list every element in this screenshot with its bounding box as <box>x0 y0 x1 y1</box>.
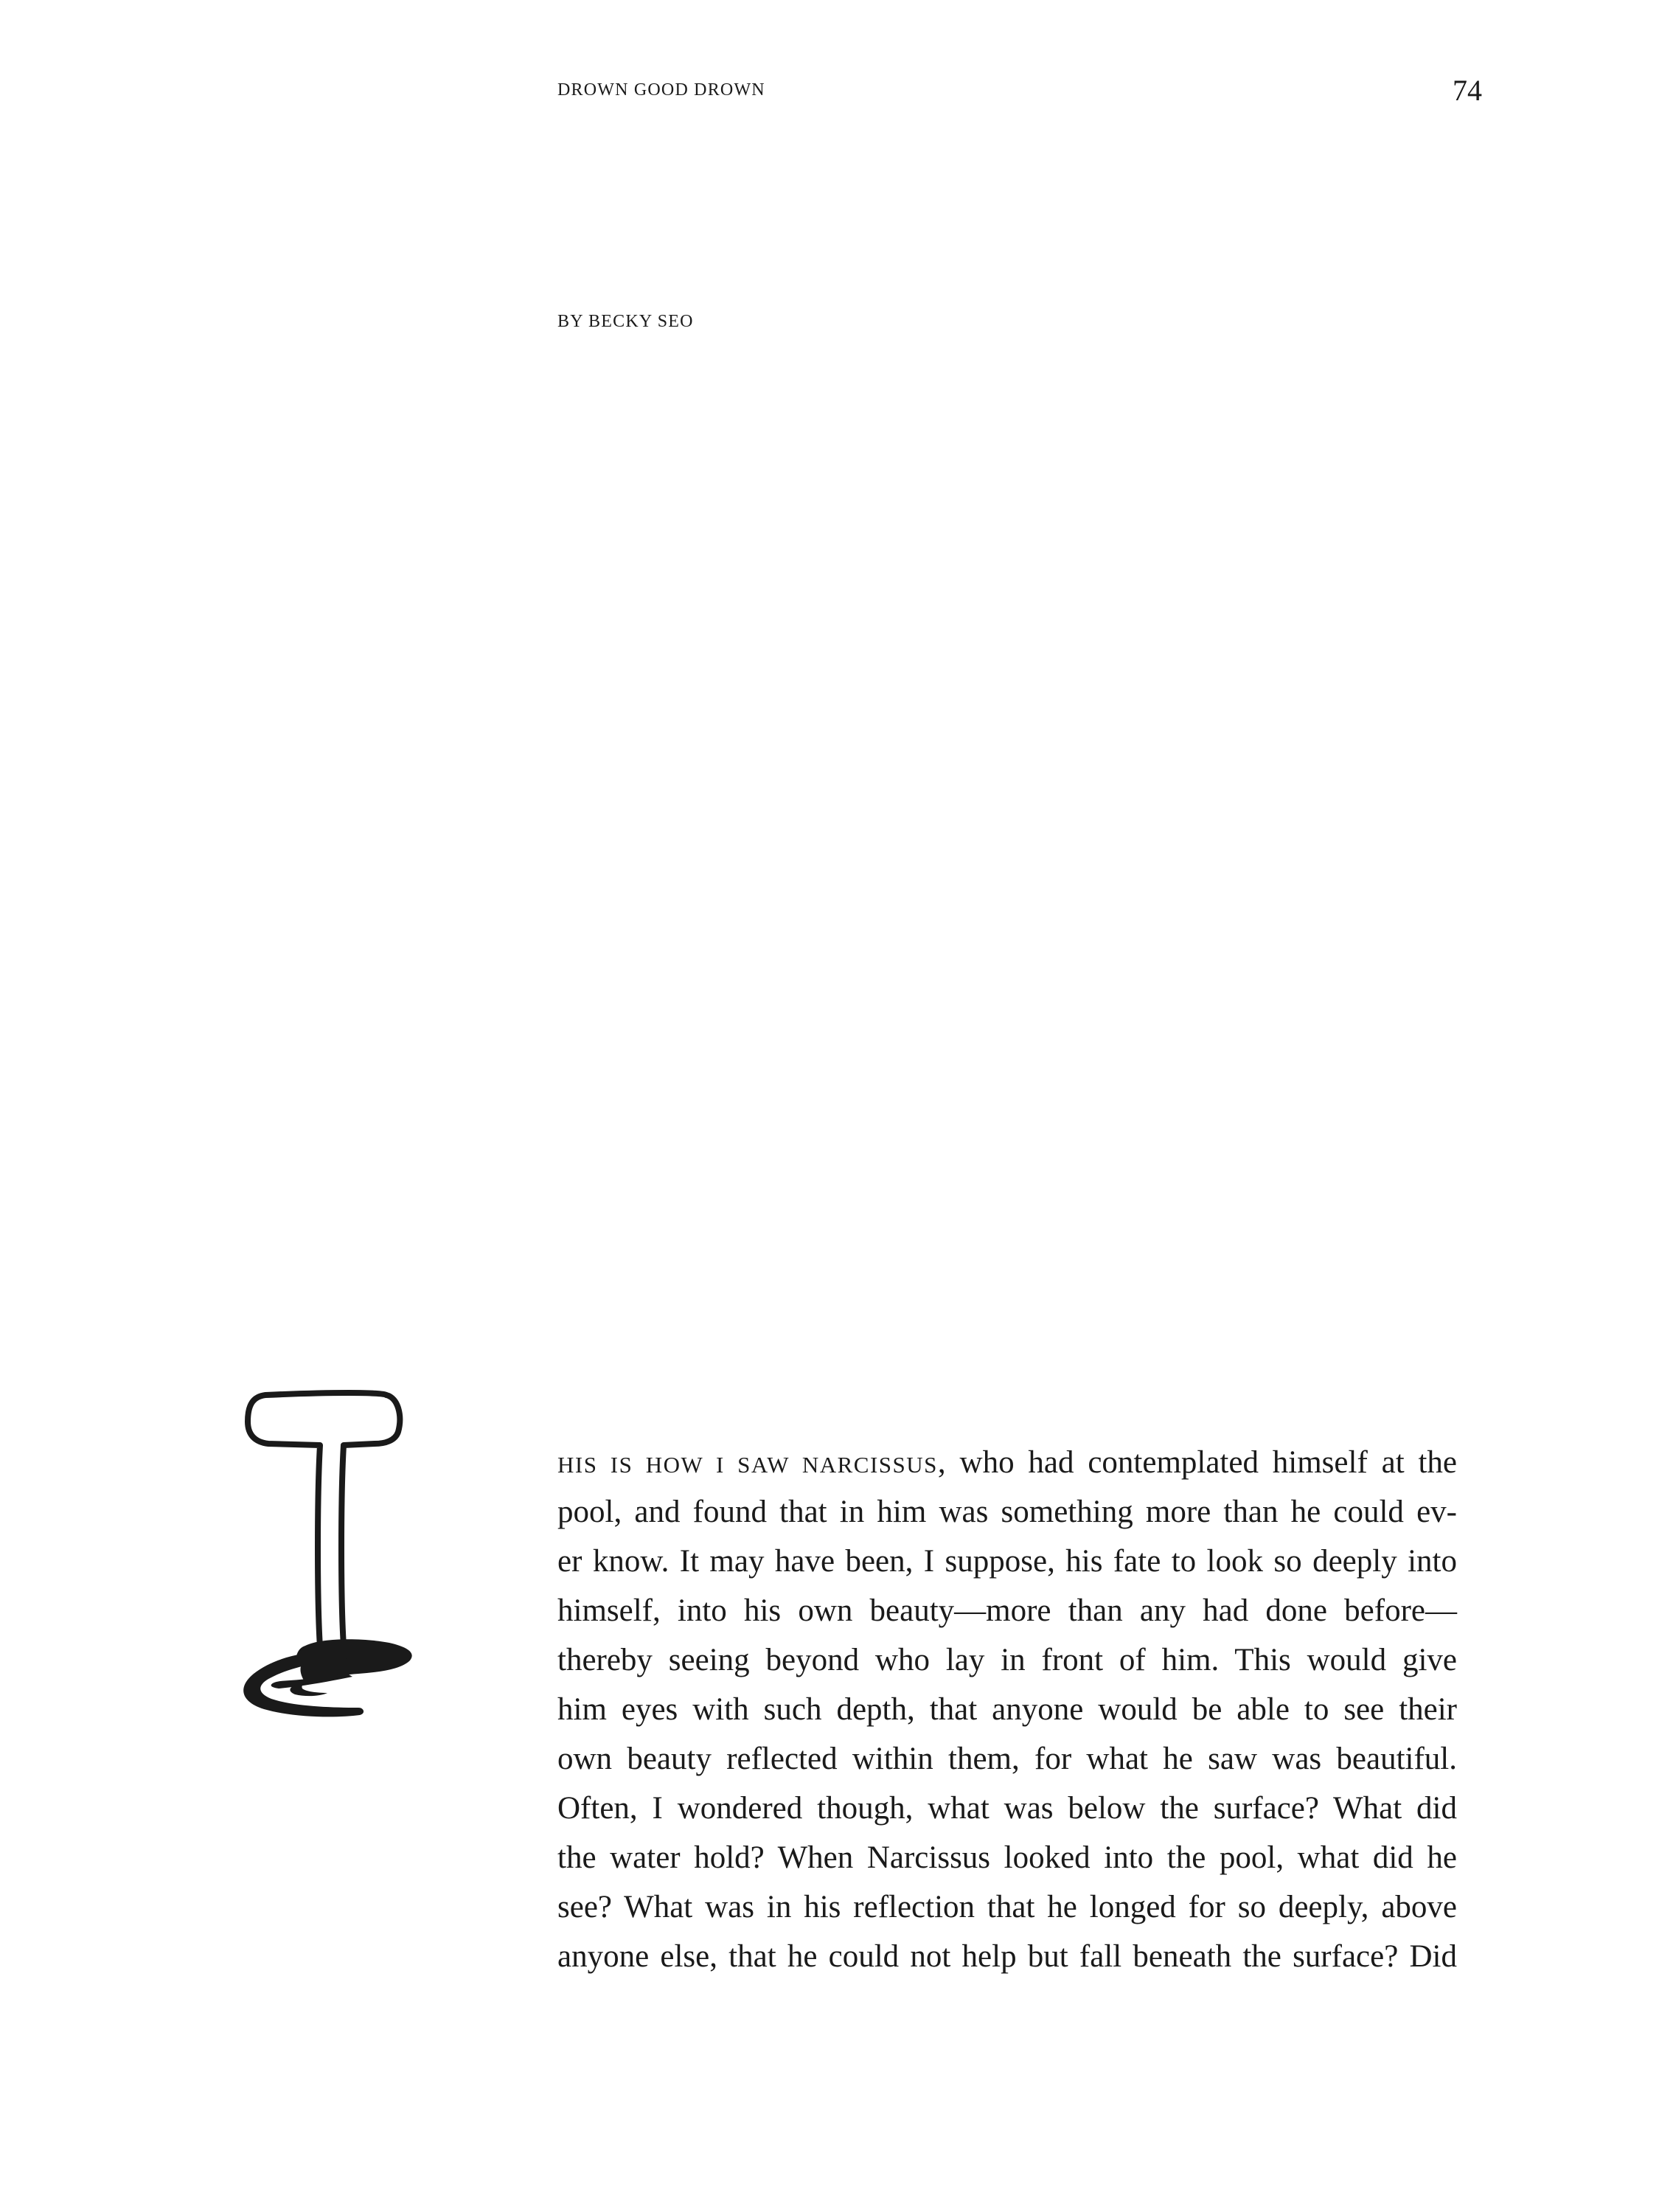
first-line-text: , who had contemplated himself at the <box>937 1445 1458 1480</box>
text-line: see? What was in his reflection that he longed for so deeply, above <box>557 1890 1457 1924</box>
text-line: thereby seeing beyond who lay in front of him. This would give <box>557 1643 1457 1677</box>
text-line: anyone else, that he could not help but fall beneath the surface? Did <box>557 1939 1457 1974</box>
dripping-t-drop-cap-icon <box>234 1386 549 1733</box>
byline: BY BECKY SEO <box>557 312 694 331</box>
text-line: er know. It may have been, I suppose, his fate to look so deeply into <box>557 1544 1457 1579</box>
page-number: 74 <box>1453 74 1482 107</box>
first-line <box>557 1438 1457 1487</box>
lead-in-smallcaps: HIS IS HOW I SAW NARCISSUS <box>557 1452 938 1478</box>
text-line: the water hold? When Narcissus looked into the pool, what did he <box>557 1840 1457 1875</box>
body-text <box>557 1438 1457 1981</box>
text-line: him eyes with such depth, that anyone would be able to see their <box>557 1692 1457 1727</box>
text-line: Often, I wondered though, what was below the surface? What did <box>557 1791 1457 1826</box>
running-title: DROWN GOOD DROWN <box>557 80 765 100</box>
text-line: himself, into his own beauty—more than any had done before— <box>557 1593 1457 1628</box>
text-line: pool, and found that in him was something more than he could ev- <box>557 1495 1457 1529</box>
text-line: own beauty reflected within them, for what he saw was beautiful. <box>557 1742 1457 1776</box>
